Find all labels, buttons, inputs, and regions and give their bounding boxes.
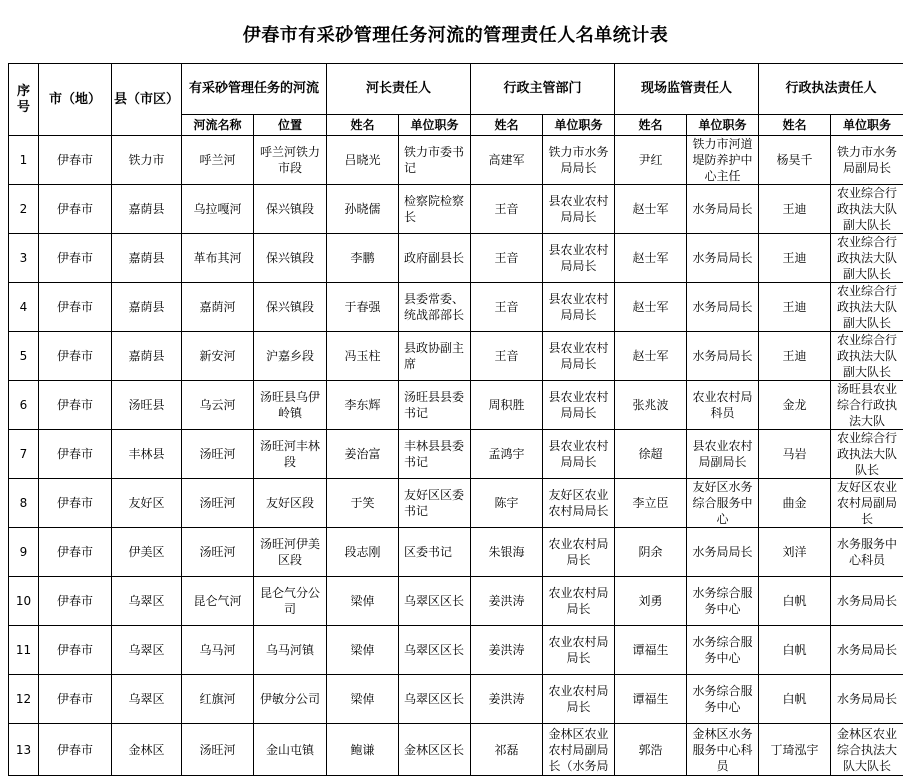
cell-seq: 8 (9, 479, 39, 528)
cell-river-name: 汤旺河 (182, 479, 254, 528)
cell-enforce-position: 友好区农业农村局副局长 (831, 479, 904, 528)
cell-chief-name: 梁倬 (327, 626, 399, 675)
page-title: 伊春市有采砂管理任务河流的管理责任人名单统计表 (242, 25, 669, 46)
cell-county: 乌翠区 (112, 626, 182, 675)
cell-enforce-position: 水务局局长 (831, 577, 904, 626)
cell-county: 丰林县 (112, 430, 182, 479)
cell-admin-position: 县农业农村局局长 (543, 332, 615, 381)
cell-chief-position: 县政协副主席 (399, 332, 471, 381)
cell-enforce-position: 铁力市水务局副局长 (831, 136, 904, 185)
header-enforce-position: 单位职务 (831, 115, 904, 136)
cell-enforce-position: 汤旺县农业综合行政执法大队 (831, 381, 904, 430)
cell-supervise-position: 水务综合服务中心 (687, 626, 759, 675)
cell-seq: 7 (9, 430, 39, 479)
cell-admin-position: 金林区农业农村局副局长（水务局 (543, 724, 615, 776)
cell-admin-name: 高建军 (471, 136, 543, 185)
cell-river-name: 乌拉嘎河 (182, 185, 254, 234)
cell-admin-position: 县农业农村局局长 (543, 185, 615, 234)
cell-chief-position: 铁力市委书记 (399, 136, 471, 185)
cell-chief-name: 吕晓光 (327, 136, 399, 185)
cell-supervise-position: 水务综合服务中心 (687, 675, 759, 724)
cell-enforce-name: 王迪 (759, 283, 831, 332)
cell-enforce-position: 水务服务中心科员 (831, 528, 904, 577)
table-row (9, 724, 904, 776)
table-row (9, 528, 904, 577)
cell-city: 伊春市 (39, 675, 112, 724)
cell-supervise-name: 李立臣 (615, 479, 687, 528)
cell-county: 乌翠区 (112, 577, 182, 626)
cell-admin-name: 王音 (471, 283, 543, 332)
cell-river-name: 乌马河 (182, 626, 254, 675)
cell-admin-position: 农业农村局局长 (543, 675, 615, 724)
header-admin-position: 单位职务 (543, 115, 615, 136)
cell-county: 友好区 (112, 479, 182, 528)
table-row (9, 626, 904, 675)
table-row (9, 577, 904, 626)
cell-location: 友好区段 (254, 479, 327, 528)
header-admin-group: 行政主管部门 (471, 64, 615, 115)
cell-supervise-position: 水务综合服务中心 (687, 577, 759, 626)
table-row (9, 675, 904, 724)
cell-enforce-name: 马岩 (759, 430, 831, 479)
table-row (9, 430, 904, 479)
cell-admin-position: 铁力市水务局局长 (543, 136, 615, 185)
cell-admin-name: 朱银海 (471, 528, 543, 577)
cell-chief-position: 乌翠区区长 (399, 577, 471, 626)
responsibility-table (8, 63, 904, 776)
header-city: 市（地） (39, 64, 112, 136)
cell-enforce-position: 农业综合行政执法大队副大队长 (831, 332, 904, 381)
cell-enforce-name: 曲金 (759, 479, 831, 528)
cell-location: 汤旺县乌伊岭镇 (254, 381, 327, 430)
cell-river-name: 汤旺河 (182, 430, 254, 479)
header-location: 位置 (254, 115, 327, 136)
header-seq: 序号 (9, 64, 39, 136)
header-enforce-name: 姓名 (759, 115, 831, 136)
cell-chief-position: 乌翠区区长 (399, 675, 471, 724)
cell-city: 伊春市 (39, 479, 112, 528)
cell-river-name: 新安河 (182, 332, 254, 381)
cell-chief-name: 孙晓儒 (327, 185, 399, 234)
header-county: 县（市区） (112, 64, 182, 136)
cell-chief-name: 梁倬 (327, 577, 399, 626)
cell-enforce-position: 农业综合行政执法大队副大队长 (831, 234, 904, 283)
table-row (9, 185, 904, 234)
cell-enforce-name: 丁琦泓宇 (759, 724, 831, 776)
cell-admin-position: 县农业农村局局长 (543, 283, 615, 332)
cell-admin-position: 县农业农村局局长 (543, 381, 615, 430)
cell-admin-position: 农业农村局局长 (543, 577, 615, 626)
cell-chief-name: 鲍谦 (327, 724, 399, 776)
cell-chief-name: 梁倬 (327, 675, 399, 724)
cell-city: 伊春市 (39, 724, 112, 776)
cell-location: 金山屯镇 (254, 724, 327, 776)
cell-admin-name: 孟鸿宇 (471, 430, 543, 479)
cell-enforce-name: 杨昊千 (759, 136, 831, 185)
cell-location: 呼兰河铁力市段 (254, 136, 327, 185)
cell-enforce-name: 王迪 (759, 234, 831, 283)
cell-supervise-name: 谭福生 (615, 626, 687, 675)
cell-river-name: 呼兰河 (182, 136, 254, 185)
title-row (8, 8, 903, 60)
cell-seq: 13 (9, 724, 39, 776)
header-supervise-group: 现场监管责任人 (615, 64, 759, 115)
cell-enforce-name: 王迪 (759, 185, 831, 234)
cell-chief-position: 政府副县长 (399, 234, 471, 283)
cell-enforce-position: 水务局局长 (831, 675, 904, 724)
cell-chief-name: 姜治富 (327, 430, 399, 479)
cell-supervise-name: 赵士军 (615, 283, 687, 332)
cell-county: 金林区 (112, 724, 182, 776)
cell-seq: 11 (9, 626, 39, 675)
header-row-1 (9, 64, 904, 115)
header-chief-name: 姓名 (327, 115, 399, 136)
cell-supervise-name: 尹红 (615, 136, 687, 185)
cell-river-name: 汤旺河 (182, 528, 254, 577)
cell-location: 保兴镇段 (254, 234, 327, 283)
cell-supervise-name: 张兆波 (615, 381, 687, 430)
cell-seq: 10 (9, 577, 39, 626)
header-river-group: 有采砂管理任务的河流 (182, 64, 327, 115)
cell-location: 汤旺河丰林段 (254, 430, 327, 479)
cell-city: 伊春市 (39, 136, 112, 185)
cell-admin-name: 祁磊 (471, 724, 543, 776)
cell-enforce-name: 刘洋 (759, 528, 831, 577)
cell-city: 伊春市 (39, 234, 112, 283)
header-supervise-position: 单位职务 (687, 115, 759, 136)
cell-river-name: 乌云河 (182, 381, 254, 430)
cell-seq: 4 (9, 283, 39, 332)
cell-enforce-position: 金林区农业综合执法大队大队长 (831, 724, 904, 776)
cell-chief-name: 李东辉 (327, 381, 399, 430)
cell-chief-position: 友好区区委书记 (399, 479, 471, 528)
table-row (9, 479, 904, 528)
cell-county: 伊美区 (112, 528, 182, 577)
cell-county: 嘉荫县 (112, 283, 182, 332)
cell-river-name: 嘉荫河 (182, 283, 254, 332)
cell-supervise-position: 水务局局长 (687, 283, 759, 332)
cell-supervise-position: 铁力市河道堤防养护中心主任 (687, 136, 759, 185)
header-supervise-name: 姓名 (615, 115, 687, 136)
cell-supervise-position: 水务局局长 (687, 332, 759, 381)
cell-admin-name: 姜洪涛 (471, 675, 543, 724)
cell-enforce-position: 农业综合行政执法大队队长 (831, 430, 904, 479)
cell-river-name: 昆仑气河 (182, 577, 254, 626)
cell-seq: 5 (9, 332, 39, 381)
table-row (9, 332, 904, 381)
cell-location: 伊敏分公司 (254, 675, 327, 724)
right-edge (903, 0, 908, 779)
cell-chief-position: 金林区区长 (399, 724, 471, 776)
cell-enforce-name: 白帆 (759, 626, 831, 675)
cell-supervise-position: 金林区水务服务中心科员 (687, 724, 759, 776)
cell-chief-position: 县委常委、统战部部长 (399, 283, 471, 332)
cell-location: 汤旺河伊美区段 (254, 528, 327, 577)
cell-enforce-position: 水务局局长 (831, 626, 904, 675)
cell-enforce-name: 白帆 (759, 577, 831, 626)
cell-admin-position: 农业农村局局长 (543, 528, 615, 577)
cell-location: 保兴镇段 (254, 185, 327, 234)
cell-city: 伊春市 (39, 528, 112, 577)
cell-admin-name: 周积胜 (471, 381, 543, 430)
cell-city: 伊春市 (39, 381, 112, 430)
cell-supervise-position: 农业农村局科员 (687, 381, 759, 430)
cell-admin-position: 县农业农村局局长 (543, 234, 615, 283)
header-river-name: 河流名称 (182, 115, 254, 136)
cell-admin-name: 王音 (471, 185, 543, 234)
cell-supervise-name: 刘勇 (615, 577, 687, 626)
cell-supervise-position: 友好区水务综合服务中心 (687, 479, 759, 528)
cell-chief-position: 汤旺县县委书记 (399, 381, 471, 430)
cell-supervise-name: 谭福生 (615, 675, 687, 724)
cell-admin-position: 县农业农村局局长 (543, 430, 615, 479)
cell-seq: 3 (9, 234, 39, 283)
cell-city: 伊春市 (39, 283, 112, 332)
cell-supervise-position: 水务局局长 (687, 234, 759, 283)
cell-city: 伊春市 (39, 577, 112, 626)
cell-admin-position: 友好区农业农村局局长 (543, 479, 615, 528)
cell-enforce-position: 农业综合行政执法大队副大队长 (831, 283, 904, 332)
cell-seq: 6 (9, 381, 39, 430)
cell-location: 乌马河镇 (254, 626, 327, 675)
cell-county: 嘉荫县 (112, 185, 182, 234)
cell-location: 沪嘉乡段 (254, 332, 327, 381)
cell-enforce-position: 农业综合行政执法大队副大队长 (831, 185, 904, 234)
cell-supervise-name: 郭浩 (615, 724, 687, 776)
cell-supervise-name: 赵士军 (615, 332, 687, 381)
header-admin-name: 姓名 (471, 115, 543, 136)
cell-location: 昆仑气分公司 (254, 577, 327, 626)
header-chief-group: 河长责任人 (327, 64, 471, 115)
cell-seq: 12 (9, 675, 39, 724)
cell-chief-position: 丰林县县委书记 (399, 430, 471, 479)
cell-river-name: 红旗河 (182, 675, 254, 724)
cell-admin-name: 姜洪涛 (471, 626, 543, 675)
header-chief-position: 单位职务 (399, 115, 471, 136)
cell-supervise-name: 赵士军 (615, 185, 687, 234)
cell-seq: 1 (9, 136, 39, 185)
cell-county: 乌翠区 (112, 675, 182, 724)
cell-admin-name: 陈宇 (471, 479, 543, 528)
cell-admin-name: 王音 (471, 234, 543, 283)
cell-chief-name: 冯玉柱 (327, 332, 399, 381)
cell-city: 伊春市 (39, 430, 112, 479)
cell-admin-name: 姜洪涛 (471, 577, 543, 626)
cell-seq: 2 (9, 185, 39, 234)
cell-supervise-name: 赵士军 (615, 234, 687, 283)
cell-supervise-position: 县农业农村局副局长 (687, 430, 759, 479)
cell-river-name: 汤旺河 (182, 724, 254, 776)
cell-county: 嘉荫县 (112, 332, 182, 381)
cell-chief-name: 于笑 (327, 479, 399, 528)
cell-city: 伊春市 (39, 185, 112, 234)
cell-enforce-name: 金龙 (759, 381, 831, 430)
table-row (9, 381, 904, 430)
cell-supervise-name: 阴余 (615, 528, 687, 577)
cell-enforce-name: 王迪 (759, 332, 831, 381)
cell-enforce-name: 白帆 (759, 675, 831, 724)
table-row (9, 283, 904, 332)
cell-supervise-position: 水务局局长 (687, 528, 759, 577)
cell-county: 铁力市 (112, 136, 182, 185)
cell-location: 保兴镇段 (254, 283, 327, 332)
table-body (9, 136, 904, 776)
header-enforce-group: 行政执法责任人 (759, 64, 904, 115)
cell-chief-position: 区委书记 (399, 528, 471, 577)
table-row (9, 234, 904, 283)
cell-seq: 9 (9, 528, 39, 577)
cell-chief-name: 于春强 (327, 283, 399, 332)
cell-chief-position: 乌翠区区长 (399, 626, 471, 675)
cell-chief-name: 李鹏 (327, 234, 399, 283)
cell-county: 嘉荫县 (112, 234, 182, 283)
cell-supervise-name: 徐超 (615, 430, 687, 479)
cell-chief-name: 段志刚 (327, 528, 399, 577)
cell-county: 汤旺县 (112, 381, 182, 430)
table-row (9, 136, 904, 185)
cell-admin-name: 王音 (471, 332, 543, 381)
cell-city: 伊春市 (39, 626, 112, 675)
cell-chief-position: 检察院检察长 (399, 185, 471, 234)
cell-river-name: 革布其河 (182, 234, 254, 283)
cell-city: 伊春市 (39, 332, 112, 381)
cell-admin-position: 农业农村局局长 (543, 626, 615, 675)
cell-supervise-position: 水务局局长 (687, 185, 759, 234)
